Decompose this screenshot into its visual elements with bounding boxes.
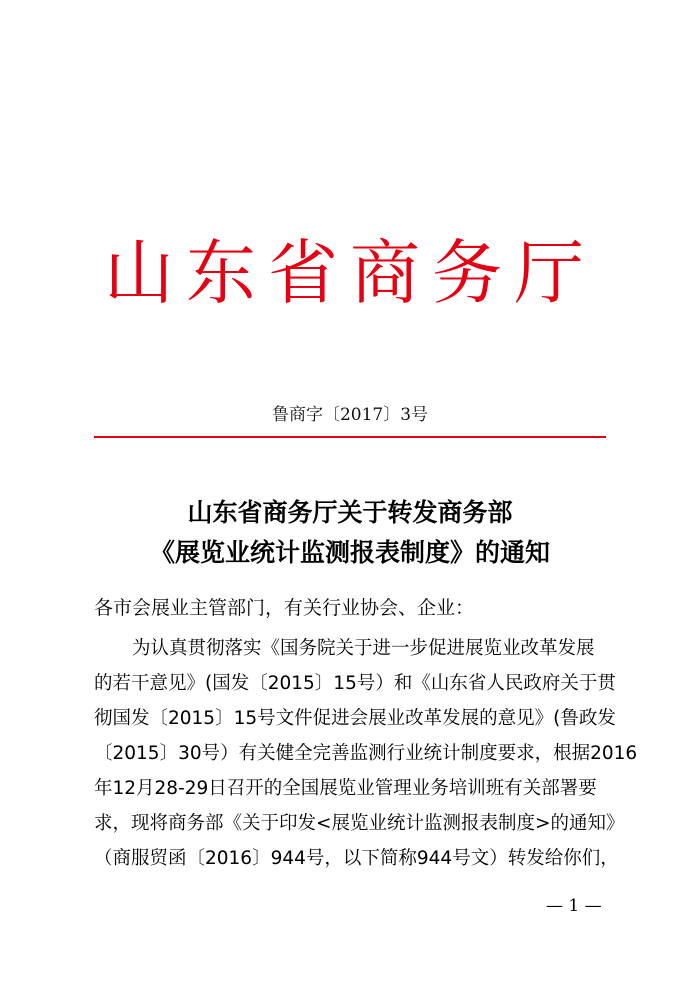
body-line: 彻国发〔2015〕15号文件促进会展业改革发展的意见》(鲁政发 <box>94 708 616 729</box>
body-line: 为认真贯彻落实《国务院关于进一步促进展览业改革发展 <box>132 638 595 659</box>
red-divider-line <box>94 436 606 438</box>
agency-name: 山东省商务厅 <box>104 232 596 314</box>
salutation: 各市会展业主管部门，有关行业协会、企业： <box>94 597 475 619</box>
body-line: 的若干意见》(国发〔2015〕15号）和《山东省人民政府关于贯 <box>94 673 616 694</box>
title-line-1: 山东省商务厅关于转发商务部 <box>187 498 513 527</box>
page-number: — 1 — <box>546 896 602 916</box>
title-line-2: 《展览业统计监测报表制度》的通知 <box>149 538 550 567</box>
document-title <box>0 493 700 573</box>
body-line: （商服贸函〔2016〕944号，以下简称944号文）转发给你们， <box>94 848 619 869</box>
body-line: 年12月28-29日召开的全国展览业管理业务培训班有关部署要 <box>94 778 597 799</box>
document-number: 鲁商字〔2017〕3号 <box>271 405 429 425</box>
body-text <box>94 637 638 882</box>
body-line: 求，现将商务部《关于印发<展览业统计监测报表制度>的通知》 <box>94 813 625 834</box>
body-line: 〔2015〕30号）有关健全完善监测行业统计制度要求，根据2016 <box>94 743 638 764</box>
